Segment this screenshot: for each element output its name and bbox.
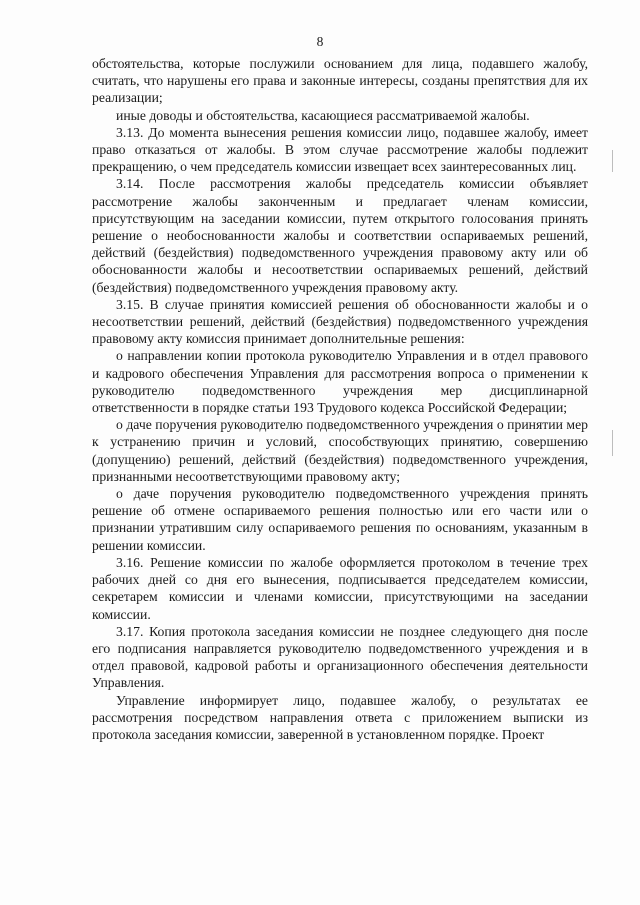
paragraph-3-15: 3.15. В случае принятия комиссией решения об обоснованности жалобы и о несоответствии решений, действий (бездействия) подведомственного учреждения правовому акту комиссия принимает дополнительные решения: [92, 296, 588, 347]
paragraph-3-13: 3.13. До момента вынесения решения комиссии лицо, подавшее жалобу, имеет право отказаться от жалобы. В этом случае рассмотрение жалобы подлежит прекращению, о чем председатель комиссии извещает всех заинтересованных лиц. [92, 124, 588, 175]
scan-mark-top [612, 150, 613, 172]
paragraph-instruction-cancel: о даче поручения руководителю подведомственного учреждения принять решение об отмене оспариваемого решения полностью или его части или о признании утратившим силу оспариваемого решения по основаниям, указанным в решении комиссии. [92, 486, 588, 553]
paragraph-other-arguments: иные доводы и обстоятельства, касающиеся рассматриваемой жалобы. [116, 107, 530, 123]
paragraph-protocol-copy: о направлении копии протокола руководителю Управления и в отдел правового и кадрового обеспечения Управления для рассмотрения вопроса о применении к руководителю подведомственного учреждения мер дисциплинарной ответственности в порядке статьи 193 Трудового кодекса Российской Федерации; [92, 348, 588, 416]
paragraph-3-14: 3.14. После рассмотрения жалобы председатель комиссии объявляет рассмотрение жалобы законченным и предлагает членам комиссии, присутствующим на заседании комиссии, путем открытого голосования принять решение о необоснованности жалобы и соответствии оспариваемых решений, действий (бездействия) подведомственного учреждения правовому акту или об обоснованности жалобы и несоответствии оспариваемых решений, действий (бездействия) подведомственного учреждения правовому акту. [92, 176, 588, 295]
paragraph-3-16: 3.16. Решение комиссии по жалобе оформляется протоколом в течение трех рабочих дней со дня его вынесения, подписывается председателем комиссии, секретарем комиссии и членами комиссии, присутствующими на заседании комиссии. [92, 554, 588, 622]
paragraph-3-17: 3.17. Копия протокола заседания комиссии не позднее следующего дня после его подписания направляется руководителю подведомственного учреждения и в отдел правовой, кадровой работы и организационного обеспечения деятельности Управления. [92, 623, 588, 691]
paragraph-notification: Управление информирует лицо, подавшее жалобу, о результатах ее рассмотрения посредством направления ответа с приложением выписки из протокола заседания комиссии, заверенной в установленном порядке. Проект [92, 692, 588, 742]
paragraph-continuation: обстоятельства, которые послужили основанием для лица, подавшего жалобу, считать, что нарушены его права и законные интересы, созданы препятствия для их реализации; [92, 56, 588, 106]
scan-mark-middle [612, 430, 613, 456]
body-text [92, 55, 588, 743]
paragraph-instruction-measures: о даче поручения руководителю подведомственного учреждения о принятии мер к устранению причин и условий, способствующих принятию, совершению (допущению) решений, действий (бездействия) подведомственного учреждения, признанными несоответствующими правовому акту; [92, 417, 588, 484]
page-number: 8 [316, 34, 324, 49]
